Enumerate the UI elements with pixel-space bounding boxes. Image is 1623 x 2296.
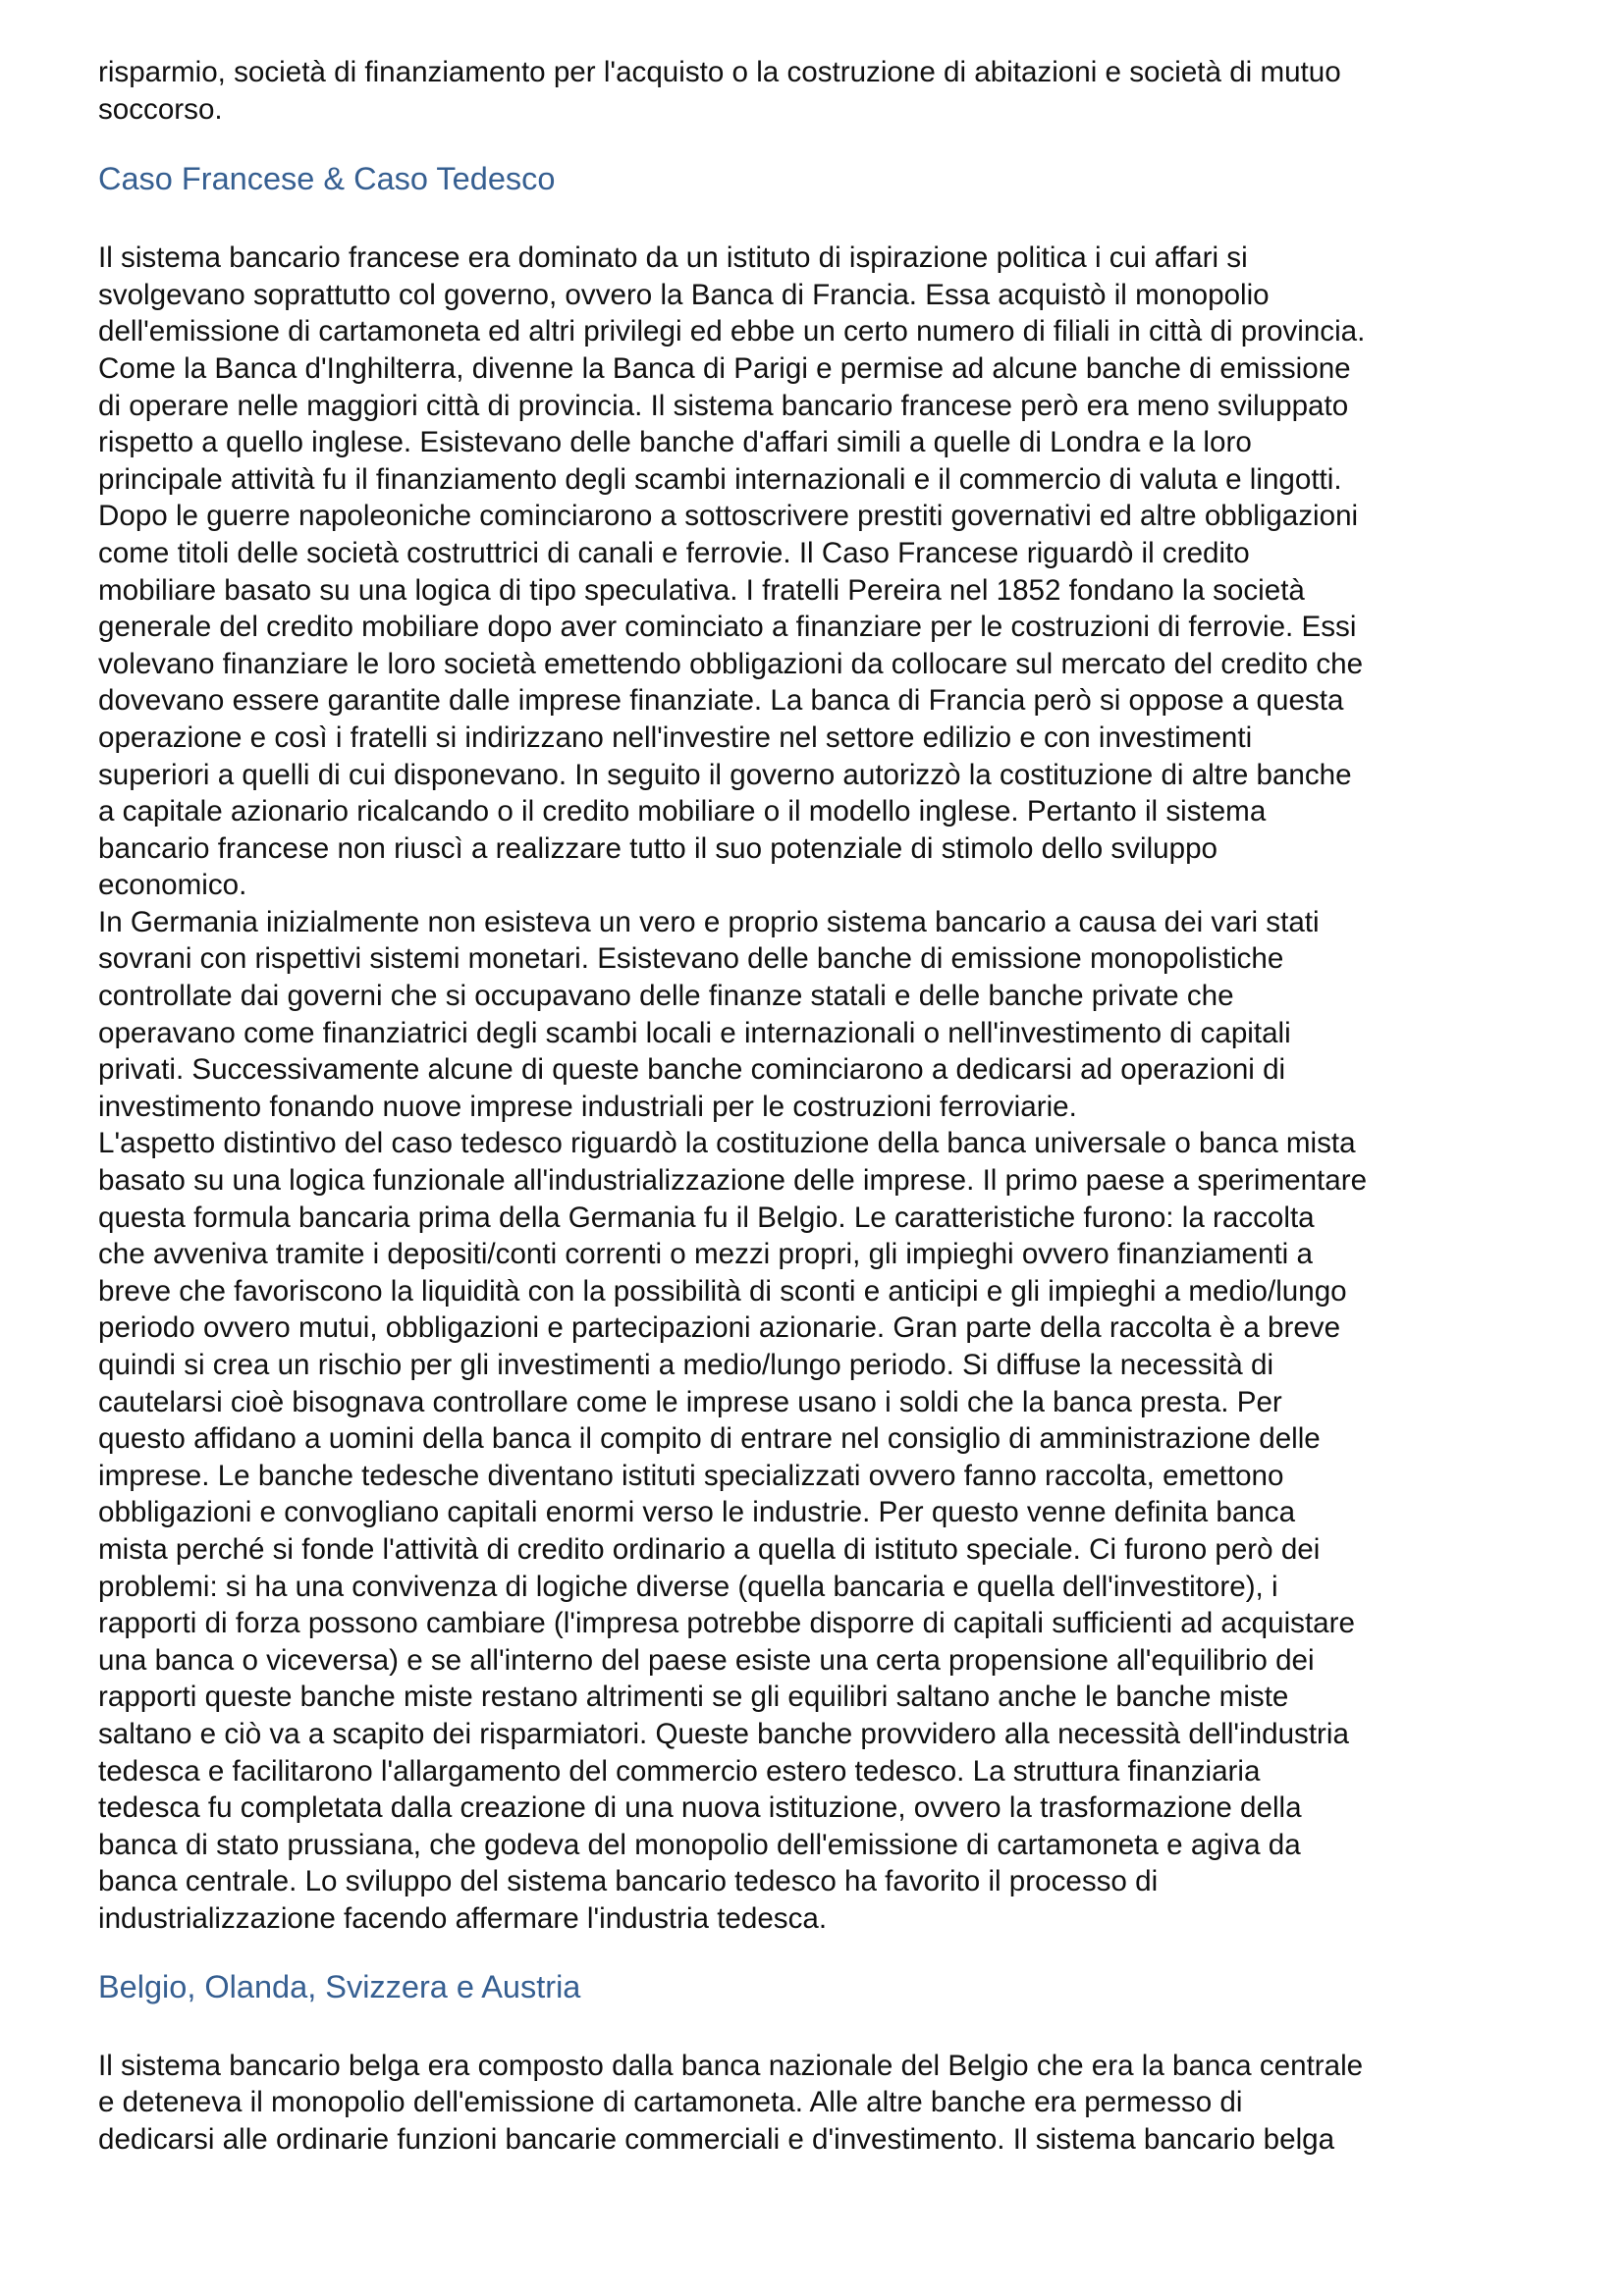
text-line: obbligazioni e convogliano capitali enormi verso le industrie. Per questo venne definita banca (98, 1496, 1296, 1529)
text-line: rapporti di forza possono cambiare (l'impresa potrebbe disporre di capitali sufficienti ad acquistare (98, 1607, 1355, 1640)
text-line: privati. Successivamente alcune di queste banche cominciarono a dedicarsi ad operazioni di (98, 1053, 1286, 1087)
text-line: imprese. Le banche tedesche diventano istituti specializzati ovvero fanno raccolta, emettono (98, 1459, 1284, 1492)
section-heading-caso-francese-tedesco: Caso Francese & Caso Tedesco (98, 161, 556, 197)
text-line: problemi: si ha una convivenza di logiche diverse (quella bancaria e quella dell'investitore), i (98, 1570, 1278, 1603)
text-line: Dopo le guerre napoleoniche cominciarono a sottoscrivere prestiti governativi ed altre obbligazioni (98, 500, 1359, 533)
document-page (98, 54, 1537, 2158)
paragraph-francia (98, 240, 1537, 904)
text-line: saltano e ciò va a scapito dei risparmiatori. Queste banche provvidero alla necessità dell'industria (98, 1717, 1349, 1750)
text-line: Il sistema bancario francese era dominato da un istituto di ispirazione politica i cui affari si (98, 241, 1248, 275)
text-line: controllate dai governi che si occupavano delle finanze statali e delle banche private che (98, 980, 1234, 1013)
text-line: industrializzazione facendo affermare l'industria tedesca. (98, 1901, 828, 1935)
text-line: cautelarsi cioè bisognava controllare come le imprese usano i soldi che la banca presta. Per (98, 1385, 1282, 1418)
text-line: dovevano essere garantite dalle imprese finanziate. La banca di Francia però si oppose a questa (98, 684, 1344, 718)
text-line: dedicarsi alle ordinarie funzioni bancarie commerciali e d'investimento. Il sistema bancario belga (98, 2122, 1335, 2156)
text-line: basato su una logica funzionale all'industrializzazione delle imprese. Il primo paese a sperimentare (98, 1164, 1368, 1198)
text-line: Il sistema bancario belga era composto dalla banca nazionale del Belgio che era la banca centrale (98, 2049, 1364, 2082)
text-line: risparmio, società di finanziamento per l'acquisto o la costruzione di abitazioni e società di mutuo (98, 56, 1341, 88)
intro-paragraph (98, 54, 1537, 128)
text-line: investimento fonando nuove imprese industriali per le costruzioni ferroviarie. (98, 1090, 1077, 1123)
text-line: a capitale azionario ricalcando o il credito mobiliare o il modello inglese. Pertanto il sistema (98, 795, 1267, 828)
text-line: In Germania inizialmente non esisteva un vero e proprio sistema bancario a causa dei vari stati (98, 905, 1320, 938)
text-line: tedesca e facilitarono l'allargamento del commercio estero tedesco. La struttura finanziaria (98, 1754, 1261, 1788)
text-line: breve che favoriscono la liquidità con la possibilità di sconti e anticipi e gli impieghi a medio/lungo (98, 1274, 1347, 1308)
text-line: tedesca fu completata dalla creazione di una nuova istituzione, ovvero la trasformazione della (98, 1791, 1302, 1825)
paragraph-caso-tedesco (98, 1125, 1537, 1937)
text-line: dell'emissione di cartamoneta ed altri privilegi ed ebbe un certo numero di filiali in città di provincia. (98, 315, 1366, 348)
text-line: come titoli delle società costruttrici di canali e ferrovie. Il Caso Francese riguardò il credito (98, 536, 1250, 569)
section-heading-belgio-olanda-svizzera-austria: Belgio, Olanda, Svizzera e Austria (98, 1968, 581, 2004)
text-line: banca di stato prussiana, che godeva del monopolio dell'emissione di cartamoneta e agiva da (98, 1828, 1301, 1861)
text-line: mista perché si fonde l'attività di credito ordinario a quella di istituto speciale. Ci furono però dei (98, 1532, 1321, 1566)
text-line: mobiliare basato su una logica di tipo speculativa. I fratelli Pereira nel 1852 fondano la società (98, 573, 1305, 607)
text-line: rispetto a quello inglese. Esistevano delle banche d'affari simili a quelle di Londra e la loro (98, 426, 1252, 459)
text-line: soccorso. (98, 92, 223, 126)
paragraph-belgio (98, 2048, 1537, 2159)
text-line: Come la Banca d'Inghilterra, divenne la Banca di Parigi e permise ad alcune banche di emissione (98, 351, 1351, 385)
text-line: banca centrale. Lo sviluppo del sistema bancario tedesco ha favorito il processo di (98, 1865, 1159, 1898)
text-line: questo affidano a uomini della banca il compito di entrare nel consiglio di amministrazione delle (98, 1422, 1321, 1456)
paragraph-germania (98, 904, 1537, 1126)
text-line: periodo ovvero mutui, obbligazioni e partecipazioni azionarie. Gran parte della raccolta è a breve (98, 1311, 1341, 1345)
text-line: quindi si crea un rischio per gli investimenti a medio/lungo periodo. Si diffuse la necessità di (98, 1349, 1274, 1381)
text-line: generale del credito mobiliare dopo aver cominciato a finanziare per le costruzioni di ferrovie. Essi (98, 611, 1357, 644)
text-line: economico. (98, 869, 247, 902)
text-line: L'aspetto distintivo del caso tedesco riguardò la costituzione della banca universale o banca mista (98, 1127, 1356, 1160)
text-line: di operare nelle maggiori città di provincia. Il sistema bancario francese però era meno sviluppato (98, 389, 1349, 422)
text-line: svolgevano soprattutto col governo, ovvero la Banca di Francia. Essa acquistò il monopolio (98, 278, 1270, 311)
text-line: superiori a quelli di cui disponevano. In seguito il governo autorizzò la costituzione di altre banche (98, 758, 1352, 791)
text-line: operavano come finanziatrici degli scambi locali e internazionali o nell'investimento di capitali (98, 1016, 1291, 1049)
text-line: sovrani con rispettivi sistemi monetari. Esistevano delle banche di emissione monopolistiche (98, 942, 1284, 976)
text-line: una banca o viceversa) e se all'interno del paese esiste una certa propensione all'equilibrio dei (98, 1643, 1315, 1677)
text-line: e deteneva il monopolio dell'emissione di cartamoneta. Alle altre banche era permesso di (98, 2086, 1243, 2119)
text-line: operazione e così i fratelli si indirizzano nell'investire nel settore edilizio e con investimenti (98, 721, 1253, 754)
text-line: questa formula bancaria prima della Germania fu il Belgio. Le caratteristiche furono: la raccolta (98, 1201, 1315, 1234)
text-line: rapporti queste banche miste restano altrimenti se gli equilibri saltano anche le banche miste (98, 1681, 1289, 1714)
text-line: che avveniva tramite i depositi/conti correnti o mezzi propri, gli impieghi ovvero finanziamenti a (98, 1238, 1313, 1271)
text-line: volevano finanziare le loro società emettendo obbligazioni da collocare sul mercato del credito che (98, 647, 1364, 680)
text-line: principale attività fu il finanziamento degli scambi internazionali e il commercio di valuta e lingotti. (98, 462, 1342, 496)
text-line: bancario francese non riuscì a realizzare tutto il suo potenziale di stimolo dello sviluppo (98, 831, 1217, 865)
